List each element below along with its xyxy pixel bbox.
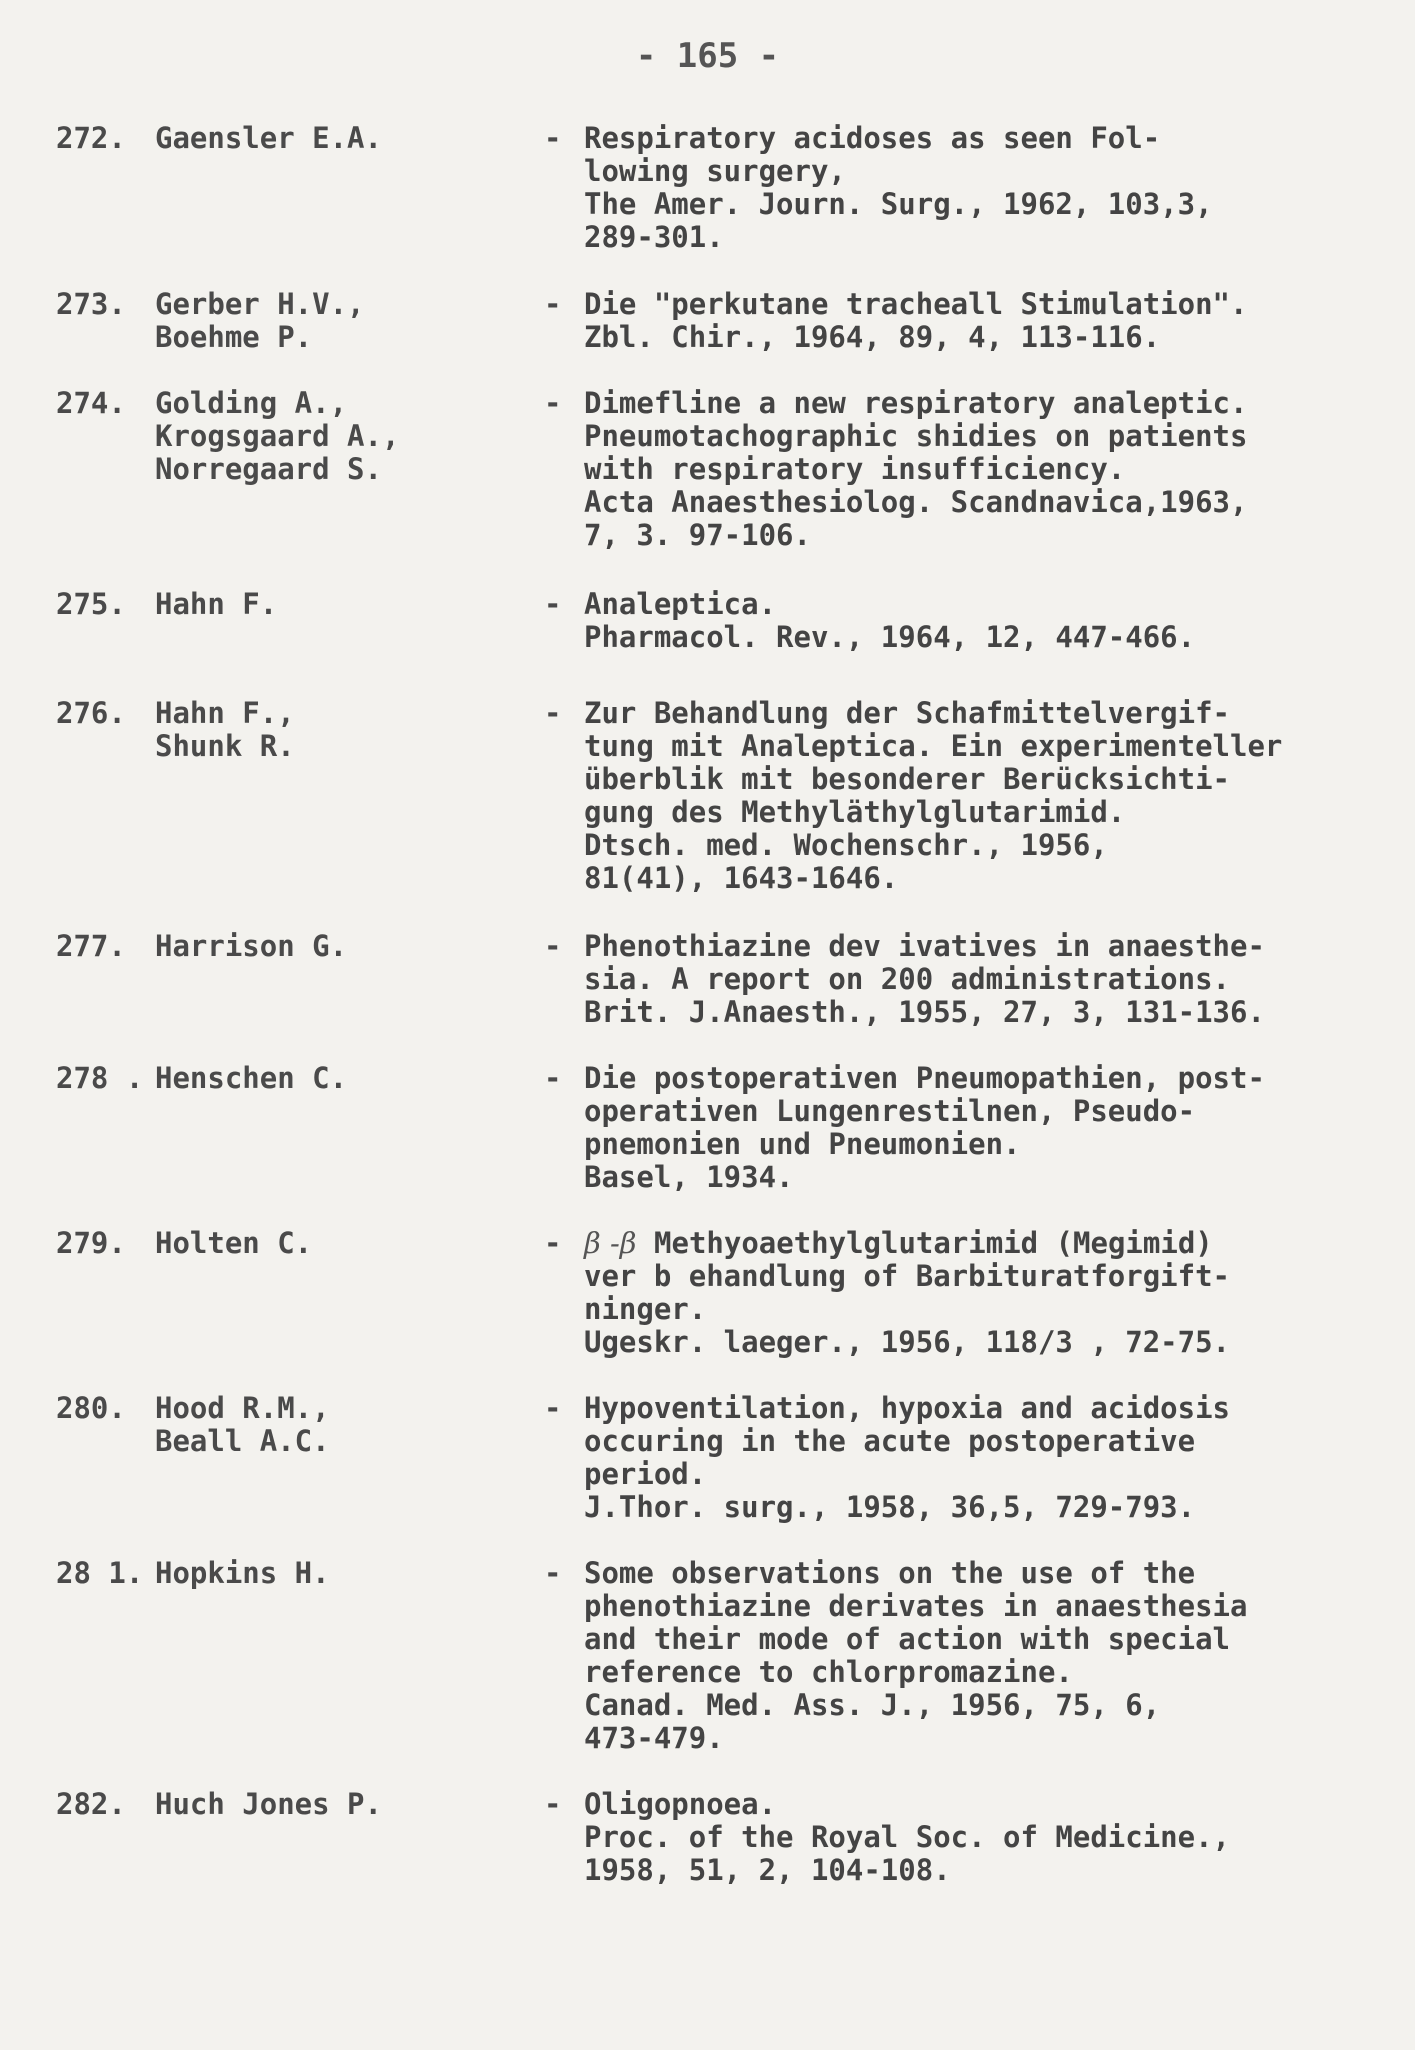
author: Gaensler E.A. [155,121,382,155]
entry-number: 28 1. [56,1556,144,1590]
citation-line: phenothiazine derivates in anaesthesia [584,1589,1248,1623]
entry-number: 276. [56,696,126,730]
citation-line: period. [584,1457,707,1491]
citation-line: Zur Behandlung der Schafmittelvergif- [584,696,1231,730]
entry-dash: - [544,1226,562,1260]
entry-dash: - [544,1061,562,1095]
author: Hahn F., [155,696,295,730]
author: Gerber H.V., [155,287,365,321]
author: Shunk R. [155,729,295,763]
citation-line: 1958, 51, 2, 104-108. [584,1853,951,1887]
author: Boehme P. [155,320,313,354]
entry-citation [584,930,1265,1029]
citation-line: Dtsch. med. Wochenschr., 1956, [584,828,1108,862]
entry-authors [155,1062,347,1095]
citation-line [584,1227,1230,1260]
citation-line: Canad. Med. Ass. J., 1956, 75, 6, [584,1688,1161,1722]
citation-line: J.Thor. surg., 1958, 36,5, 729-793. [584,1490,1196,1524]
citation-line: gung des Methyläthylglutarimid. [584,795,1126,829]
citation-line: Respiratory acidoses as seen Fol- [584,121,1161,155]
citation-line: 7, 3. 97-106. [584,518,811,552]
entry-authors [155,288,365,354]
author: Hahn F. [155,587,278,621]
entry-number: 280. [56,1391,126,1425]
entry-citation [584,1788,1230,1887]
entry-authors [155,1227,312,1260]
entry-authors [155,122,382,155]
citation-line: 289-301. [584,220,724,254]
author: Huch Jones P. [155,1787,382,1821]
author: Holten C. [155,1226,313,1260]
entry-dash: - [544,587,562,621]
author: Beall A.C. [155,1424,330,1458]
citation-line: Oligopnoea. [584,1787,777,1821]
entry-citation [584,288,1247,354]
citation-line-text: Methyoaethylglutarimid (Megimid) [654,1226,1213,1260]
author: Golding A., [155,386,348,420]
entry-authors [155,697,295,763]
citation-line: tung mit Analeptica. Ein experimenteller [584,729,1283,763]
citation-line: 473-479. [584,1721,724,1755]
citation-line: Dimefline a new respiratory analeptic. [584,386,1248,420]
entry-citation [584,387,1247,552]
entry-citation [584,1392,1230,1524]
citation-line: Basel, 1934. [584,1160,794,1194]
author: Hopkins H. [155,1556,330,1590]
entry-number: 273. [56,287,126,321]
entry-dash: - [544,287,562,321]
citation-line: Analeptica. [584,587,777,621]
page-number: - 165 - [635,36,780,76]
entry-dash: - [544,1391,562,1425]
entry-dash: - [544,1787,562,1821]
citation-line: 81(41), 1643-1646. [584,861,899,895]
author: Henschen C. [155,1061,348,1095]
citation-line: Zbl. Chir., 1964, 89, 4, 113-116. [584,320,1161,354]
citation-line: reference to chlorpromazine. [584,1655,1073,1689]
entry-number: 279. [56,1226,126,1260]
citation-line: Acta Anaesthesiolog. Scandnavica,1963, [584,485,1248,519]
entry-authors [155,930,347,963]
citation-line: Ugeskr. laeger., 1956, 118/3 , 72-75. [584,1325,1231,1359]
entry-number: 278 . [56,1061,144,1095]
entry-authors [155,1557,330,1590]
entry-number: 274. [56,386,126,420]
entry-dash: - [544,696,562,730]
citation-line: Some observations on the use of the [584,1556,1196,1590]
entry-citation [584,122,1213,254]
entry-number: 277. [56,929,126,963]
citation-line: Pharmacol. Rev., 1964, 12, 447-466. [584,620,1196,654]
entry-citation [584,1062,1265,1194]
citation-line: überblik mit besonderer Berücksichti- [584,762,1231,796]
entry-dash: - [544,929,562,963]
author: Hood R.M., [155,1391,330,1425]
citation-line: Proc. of the Royal Soc. of Medicine., [584,1820,1231,1854]
citation-line: and their mode of action with special [584,1622,1231,1656]
citation-line: Brit. J.Anaesth., 1955, 27, 3, 131-136. [584,995,1265,1029]
citation-line: lowing surgery, [584,154,846,188]
citation-line: ver b ehandlung of Barbituratforgift- [584,1259,1231,1293]
entry-number: 275. [56,587,126,621]
citation-line: Die "perkutane tracheall Stimulation". [584,287,1248,321]
entry-citation [584,697,1282,895]
entry-authors [155,1392,330,1458]
handwritten-beta-annotation: β -β [584,1226,637,1260]
citation-line: ninger. [584,1292,707,1326]
author: Norregaard S. [155,452,382,486]
citation-line: Pneumotachographic shidies on patients [584,419,1248,453]
author: Harrison G. [155,929,348,963]
entry-number: 282. [56,1787,126,1821]
entry-authors [155,387,399,486]
citation-line: occuring in the acute postoperative [584,1424,1196,1458]
citation-line: Die postoperativen Pneumopathien, post- [584,1061,1265,1095]
entry-authors [155,588,277,621]
entry-citation [584,588,1195,654]
citation-line: The Amer. Journ. Surg., 1962, 103,3, [584,187,1213,221]
citation-line: Hypoventilation, hypoxia and acidosis [584,1391,1231,1425]
entry-dash: - [544,121,562,155]
entry-citation [584,1227,1230,1359]
citation-line: with respiratory insufficiency. [584,452,1126,486]
entry-dash: - [544,1556,562,1590]
citation-line: Phenothiazine dev ivatives in anaesthe- [584,929,1265,963]
entry-dash: - [544,386,562,420]
citation-line: operativen Lungenrestilnen, Pseudo- [584,1094,1196,1128]
author: Krogsgaard A., [155,419,400,453]
citation-line: pnemonien und Pneumonien. [584,1127,1021,1161]
entry-number: 272. [56,121,126,155]
entry-authors [155,1788,382,1821]
entry-citation [584,1557,1247,1755]
citation-line: sia. A report on 200 administrations. [584,962,1231,996]
